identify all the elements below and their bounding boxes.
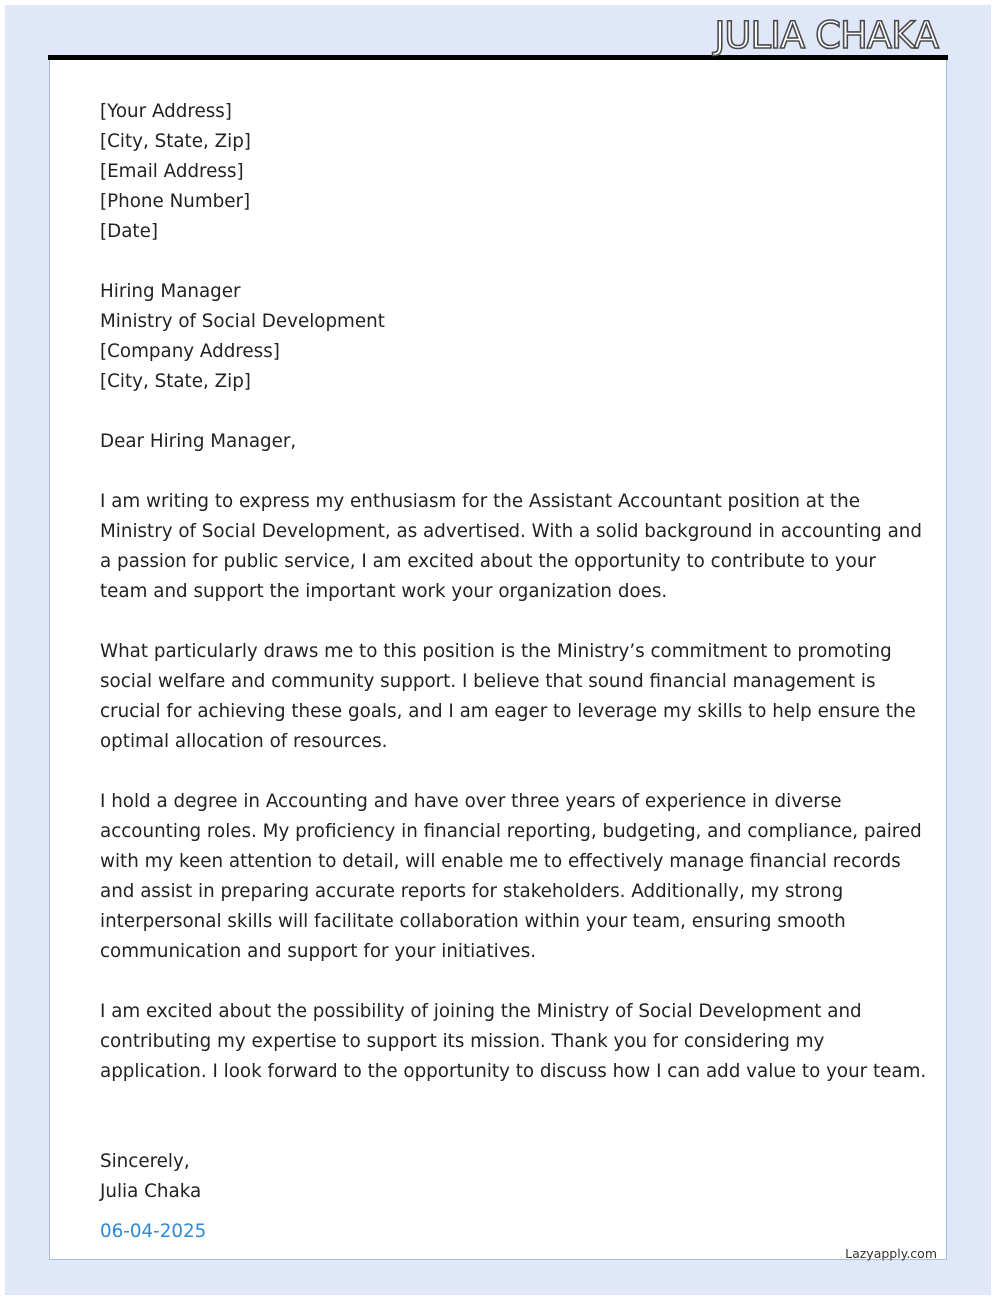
sender-address: [Your Address] (100, 101, 232, 122)
recipient-title: Hiring Manager (100, 281, 241, 302)
applicant-name-heading: JULIA CHAKA (714, 14, 938, 57)
paragraph-line: communication and support for your initiatives. (100, 941, 537, 962)
recipient-block (100, 277, 900, 397)
paragraph-line: Ministry of Social Development, as advertised. With a solid background in accounting and (100, 521, 922, 542)
paragraph-line: application. I look forward to the opportunity to discuss how I can add value to your team. (100, 1061, 927, 1082)
paragraph-line: crucial for achieving these goals, and I am eager to leverage my skills to help ensure the (100, 701, 916, 722)
paragraph-line: I hold a degree in Accounting and have over three years of experience in diverse (100, 791, 842, 812)
letter-date-link[interactable]: 06-04-2025 (100, 1221, 207, 1242)
sender-email: [Email Address] (100, 161, 244, 182)
paragraph-line: I am writing to express my enthusiasm for the Assistant Accountant position at the (100, 491, 860, 512)
signature-name: Julia Chaka (100, 1181, 202, 1202)
cover-letter-body (100, 97, 927, 1207)
recipient-address: [Company Address] (100, 341, 280, 362)
recipient-city-state-zip: [City, State, Zip] (100, 371, 251, 392)
body-paragraph-motivation (100, 637, 916, 757)
paragraph-line: optimal allocation of resources. (100, 731, 388, 752)
sender-city-state-zip: [City, State, Zip] (100, 131, 251, 152)
signature-block (100, 1147, 900, 1207)
lazyapply-watermark: Lazyapply.com (845, 1246, 937, 1261)
body-paragraph-closing (100, 997, 927, 1087)
paragraph-line: interpersonal skills will facilitate collaboration within your team, ensuring smooth (100, 911, 846, 932)
paragraph-line: and assist in preparing accurate reports for stakeholders. Additionally, my strong (100, 881, 844, 902)
paragraph-line: I am excited about the possibility of joining the Ministry of Social Development and (100, 1001, 862, 1022)
valediction: Sincerely, (100, 1151, 190, 1172)
paragraph-line: a passion for public service, I am excited about the opportunity to contribute to your (100, 551, 876, 572)
paragraph-line: accounting roles. My proficiency in financial reporting, budgeting, and compliance, paired (100, 821, 922, 842)
recipient-organization: Ministry of Social Development (100, 311, 385, 332)
body-paragraph-intro (100, 487, 922, 607)
paragraph-line: team and support the important work your organization does. (100, 581, 668, 602)
paragraph-line: social welfare and community support. I believe that sound financial management is (100, 671, 876, 692)
paragraph-line: What particularly draws me to this position is the Ministry’s commitment to promoting (100, 641, 892, 662)
salutation: Dear Hiring Manager, (100, 431, 297, 452)
sender-date: [Date] (100, 221, 158, 242)
body-paragraph-qualifications (100, 787, 922, 967)
paragraph-line: contributing my expertise to support its mission. Thank you for considering my (100, 1031, 825, 1052)
sender-block (100, 97, 900, 247)
sender-phone: [Phone Number] (100, 191, 251, 212)
paragraph-line: with my keen attention to detail, will enable me to effectively manage financial records (100, 851, 901, 872)
